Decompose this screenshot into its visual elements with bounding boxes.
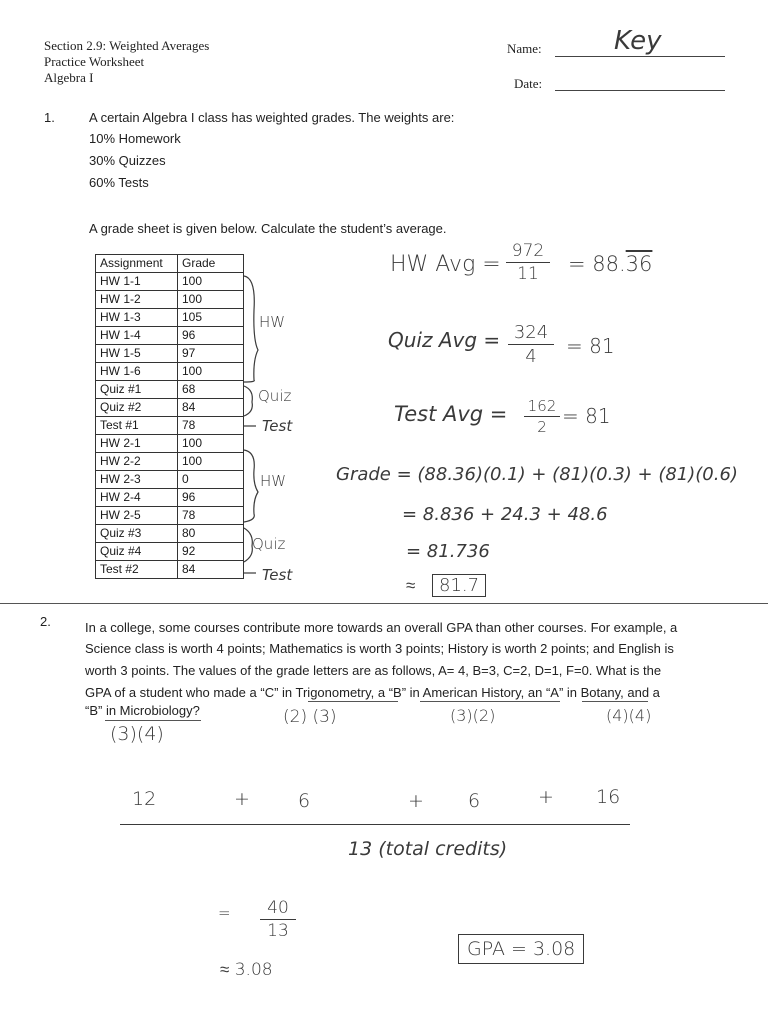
table-row: [96, 543, 244, 561]
weight-quizzes: 30% Quizzes: [89, 153, 166, 168]
q2-line-2: Science class is worth 4 points; Mathematics is worth 3 points; History is worth 2 points; and English is: [85, 641, 674, 656]
annotation-history: (3)(2): [450, 706, 496, 725]
section-title: Section 2.9: Weighted Averages: [44, 38, 210, 53]
gpa-bar: [260, 919, 296, 920]
assignment-cell: HW 2-3: [96, 471, 178, 489]
assignment-cell: Quiz #2: [96, 399, 178, 417]
table-row: [96, 291, 244, 309]
grade-cell: 84: [178, 561, 244, 579]
table-row: [96, 525, 244, 543]
q2-line-4: GPA of a student who made a “C” in Trigonometry, a “B” in American History, an “A” in Botany, and a: [85, 685, 660, 700]
assignment-cell: HW 2-2: [96, 453, 178, 471]
hw-avg-bar: [506, 262, 550, 263]
annotation-botany: (4)(4): [606, 706, 652, 725]
q1-number: 1.: [44, 110, 55, 125]
name-value: Key: [614, 26, 662, 56]
test-avg-denominator: 2: [537, 418, 547, 436]
bracket-label-hw2: HW: [260, 472, 287, 490]
bracket-label-quiz1: Quiz: [258, 387, 292, 405]
hw-avg-result-text: = 88.: [568, 252, 626, 276]
table-row: [96, 399, 244, 417]
hw-avg-numerator: 972: [511, 241, 545, 261]
name-line: [555, 56, 725, 57]
grade-equation: Grade = (88.36)(0.1) + (81)(0.3) + (81)(0.6): [336, 464, 738, 485]
name-label: Name:: [507, 41, 542, 56]
annotation-micro: (3)(4): [110, 723, 164, 745]
fraction-bar: [120, 824, 630, 825]
underline-microbiology: [105, 720, 201, 721]
grade-cell: 100: [178, 363, 244, 381]
table-row: [96, 561, 244, 579]
assignment-cell: HW 1-1: [96, 273, 178, 291]
assignment-cell: Test #2: [96, 561, 178, 579]
assignment-cell: HW 1-3: [96, 309, 178, 327]
grade-cell: 78: [178, 417, 244, 435]
assignment-cell: Quiz #1: [96, 381, 178, 399]
assignment-cell: HW 2-1: [96, 435, 178, 453]
sum-plus-1: +: [234, 788, 250, 810]
grade-cell: 80: [178, 525, 244, 543]
table-row: [96, 345, 244, 363]
worksheet-title: Practice Worksheet: [44, 54, 145, 69]
underline-botany: [582, 701, 648, 702]
q2-line-3: worth 3 points. The values of the grade letters are as follows, A= 4, B=3, C=2, D=1, F=0. What is the: [85, 663, 662, 678]
date-line: [555, 90, 725, 91]
grade-cell: 100: [178, 453, 244, 471]
underline-trigonometry: [308, 701, 398, 702]
sum-plus-2: +: [408, 790, 424, 812]
quiz-avg-fraction: [508, 322, 554, 367]
bracket-label-hw1: HW: [259, 313, 286, 331]
date-label: Date:: [514, 76, 543, 91]
assignment-cell: HW 2-5: [96, 507, 178, 525]
hw-avg-repeat: 36: [625, 252, 653, 276]
final-grade-box: 81.7: [432, 574, 486, 597]
assignment-cell: HW 1-4: [96, 327, 178, 345]
grade-cell: 100: [178, 435, 244, 453]
hw-avg-fraction: [506, 241, 550, 284]
quiz-avg-result: = 81: [566, 334, 615, 358]
table-row: [96, 327, 244, 345]
hw-avg-denominator: 11: [517, 264, 539, 284]
q2-number: 2.: [40, 614, 51, 629]
sum-term-2: 6: [298, 790, 311, 812]
q1-intro: A certain Algebra I class has weighted grades. The weights are:: [89, 110, 455, 125]
bracket-label-test2: Test: [262, 566, 293, 584]
test-avg-numerator: 162: [527, 397, 557, 415]
assignment-cell: Quiz #4: [96, 543, 178, 561]
table-row: [96, 489, 244, 507]
weight-homework: 10% Homework: [89, 131, 181, 146]
grade-cell: 97: [178, 345, 244, 363]
hw-avg-label: HW Avg =: [390, 252, 501, 277]
assignment-cell: HW 2-4: [96, 489, 178, 507]
quiz-avg-label: Quiz Avg =: [388, 328, 501, 352]
underline-history: [420, 701, 560, 702]
sum-term-4: 16: [596, 786, 621, 808]
assignment-cell: HW 1-5: [96, 345, 178, 363]
table-row: [96, 453, 244, 471]
sum-plus-3: +: [538, 786, 554, 808]
sum-term-3: 6: [468, 790, 481, 812]
assignment-cell: Quiz #3: [96, 525, 178, 543]
gpa-fraction: [260, 898, 296, 941]
sum-term-1: 12: [132, 788, 157, 810]
section-divider: [0, 603, 768, 604]
test-avg-label: Test Avg =: [394, 402, 508, 426]
quiz-avg-bar: [508, 344, 554, 345]
table-row: [96, 435, 244, 453]
grade-cell: 96: [178, 489, 244, 507]
grade-cell: 100: [178, 291, 244, 309]
test-avg-bar: [524, 416, 560, 417]
table-row: [96, 417, 244, 435]
table-row: [96, 507, 244, 525]
grade-cell: 68: [178, 381, 244, 399]
table-row: [96, 273, 244, 291]
table-header-row: [96, 255, 244, 273]
q1-prompt: A grade sheet is given below. Calculate the student’s average.: [89, 221, 447, 236]
grade-step-3: = 81.736: [406, 541, 490, 562]
gpa-denominator: 13: [267, 921, 289, 941]
test-avg-fraction: [524, 397, 560, 436]
grade-cell: 100: [178, 273, 244, 291]
table-row: [96, 471, 244, 489]
hw-avg-result: [568, 252, 652, 276]
q2-line-5: “B” in Microbiology?: [85, 703, 200, 718]
quiz-avg-numerator: 324: [513, 322, 549, 343]
grade-cell: 96: [178, 327, 244, 345]
grade-cell: 0: [178, 471, 244, 489]
annotation-trig: (2) (3): [283, 707, 337, 727]
grade-cell: 92: [178, 543, 244, 561]
table-row: [96, 363, 244, 381]
grade-cell: 84: [178, 399, 244, 417]
gpa-approx: ≈ 3.08: [220, 960, 273, 980]
q2-line-1: In a college, some courses contribute more towards an overall GPA than other courses. For example, a: [85, 620, 678, 635]
test-avg-result: = 81: [562, 404, 611, 428]
course-title: Algebra I: [44, 70, 94, 85]
assignment-cell: HW 1-6: [96, 363, 178, 381]
header-assignment: Assignment: [96, 255, 178, 273]
weight-tests: 60% Tests: [89, 175, 149, 190]
header-grade: Grade: [178, 255, 244, 273]
table-row: [96, 381, 244, 399]
quiz-avg-denominator: 4: [525, 346, 537, 367]
grade-cell: 105: [178, 309, 244, 327]
grade-table: [95, 254, 244, 579]
gpa-answer-box: GPA = 3.08: [458, 934, 584, 964]
assignment-cell: Test #1: [96, 417, 178, 435]
bracket-label-test1: Test: [262, 417, 293, 435]
grade-approx-symbol: ≈: [406, 576, 416, 596]
bracket-label-quiz2: Quiz: [252, 535, 286, 553]
grade-cell: 78: [178, 507, 244, 525]
gpa-equals: =: [218, 904, 231, 922]
total-credits: 13 (total credits): [348, 838, 508, 860]
grade-step-2: = 8.836 + 24.3 + 48.6: [402, 504, 608, 525]
table-row: [96, 309, 244, 327]
assignment-cell: HW 1-2: [96, 291, 178, 309]
gpa-numerator: 40: [267, 898, 289, 918]
